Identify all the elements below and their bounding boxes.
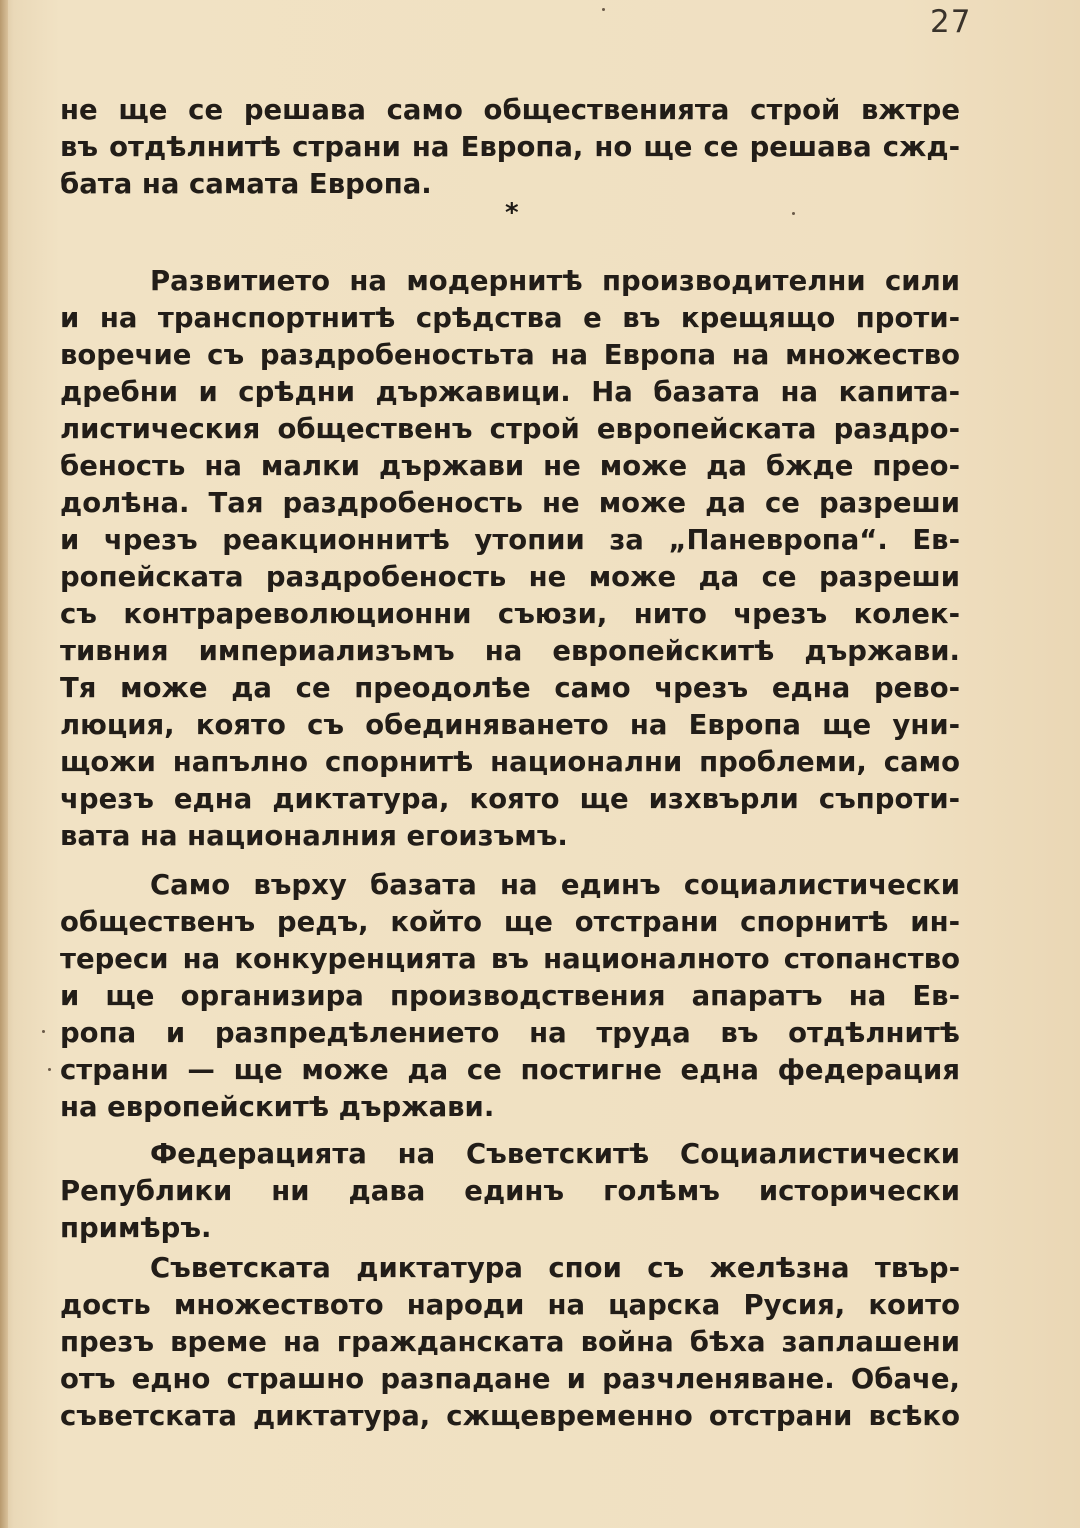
text-line: беность на малки държави не може да бжде прео- [60, 450, 960, 482]
text-line: и чрезъ реакционнитѣ утопии за „Паневропа“. Ев- [60, 524, 960, 556]
text-line: съ контрареволюционни съюзи, нито чрезъ колек- [60, 598, 960, 630]
paragraph [60, 867, 960, 1126]
paragraph [60, 263, 960, 855]
text-line: долѣна. Тая раздробеность не може да се разреши [60, 487, 960, 519]
text-line: не ще се решава само общественията строй вжтре [60, 94, 960, 126]
text-line: Тя може да се преодолѣе само чрезъ една рево- [60, 672, 960, 704]
text-line: ропейската раздробеность не може да се разреши [60, 561, 960, 593]
text-line: общественъ редъ, който ще отстрани спорнитѣ ин- [60, 906, 960, 938]
section-separator: * [505, 198, 519, 228]
text-line: въ отдѣлнитѣ страни на Европа, но ще се решава сжд- [60, 131, 960, 163]
text-line: воречие съ раздробеностьта на Европа на множество [60, 339, 960, 371]
text-line: страни — ще може да се постигне една федерация [60, 1054, 960, 1086]
text-line: Съветската диктатура спои съ желѣзна твър- [150, 1252, 960, 1284]
text-line: люция, която съ обединяването на Европа ще уни- [60, 709, 960, 741]
paragraph [60, 1136, 960, 1247]
page-number: 27 [930, 4, 972, 40]
text-line: Само върху базата на единъ социалистически [150, 869, 960, 901]
paragraph [60, 1250, 960, 1435]
text-line: Републики ни дава единъ голѣмъ исторически [60, 1175, 960, 1207]
text-line: дость множеството народи на царска Русия, които [60, 1289, 960, 1321]
text-line: тивния империализъмъ на европейскитѣ държави. [60, 635, 960, 667]
text-line: ропа и разпредѣлението на труда въ отдѣлнитѣ [60, 1017, 960, 1049]
text-line: Федерацията на Съветскитѣ Социалистически [150, 1138, 960, 1170]
text-line: и на транспортнитѣ срѣдства е въ крещящо проти- [60, 302, 960, 334]
binding-edge [0, 0, 8, 1528]
text-line: Развитието на модернитѣ производителни сили [150, 265, 960, 297]
text-line: отъ едно страшно разпадане и разчленяване. Обаче, [60, 1363, 960, 1395]
paragraph-continuation [60, 92, 960, 203]
text-line: и ще организира производствения апаратъ на Ев- [60, 980, 960, 1012]
ink-speck [792, 212, 795, 215]
text-line: бата на самата Европа. [60, 168, 432, 200]
text-line: примѣръ. [60, 1212, 212, 1244]
text-line: тереси на конкуренцията въ националното стопанство [60, 943, 960, 975]
text-line: вата на националния егоизъмъ. [60, 820, 568, 852]
text-line: презъ време на гражданската война бѣха заплашени [60, 1326, 960, 1358]
text-line: чрезъ една диктатура, която ще изхвърли съпроти- [60, 783, 960, 815]
text-line: листическия общественъ строй европейската раздро- [60, 413, 960, 445]
ink-speck [42, 1030, 45, 1033]
ink-speck [602, 8, 605, 11]
text-line: дребни и срѣдни държавици. На базата на капита- [60, 376, 960, 408]
text-line: щожи напълно спорнитѣ национални проблеми, само [60, 746, 960, 778]
ink-speck [48, 1068, 51, 1071]
text-line: съветската диктатура, сжщевременно отстрани всѣко [60, 1400, 960, 1432]
text-line: на европейскитѣ държави. [60, 1091, 495, 1123]
